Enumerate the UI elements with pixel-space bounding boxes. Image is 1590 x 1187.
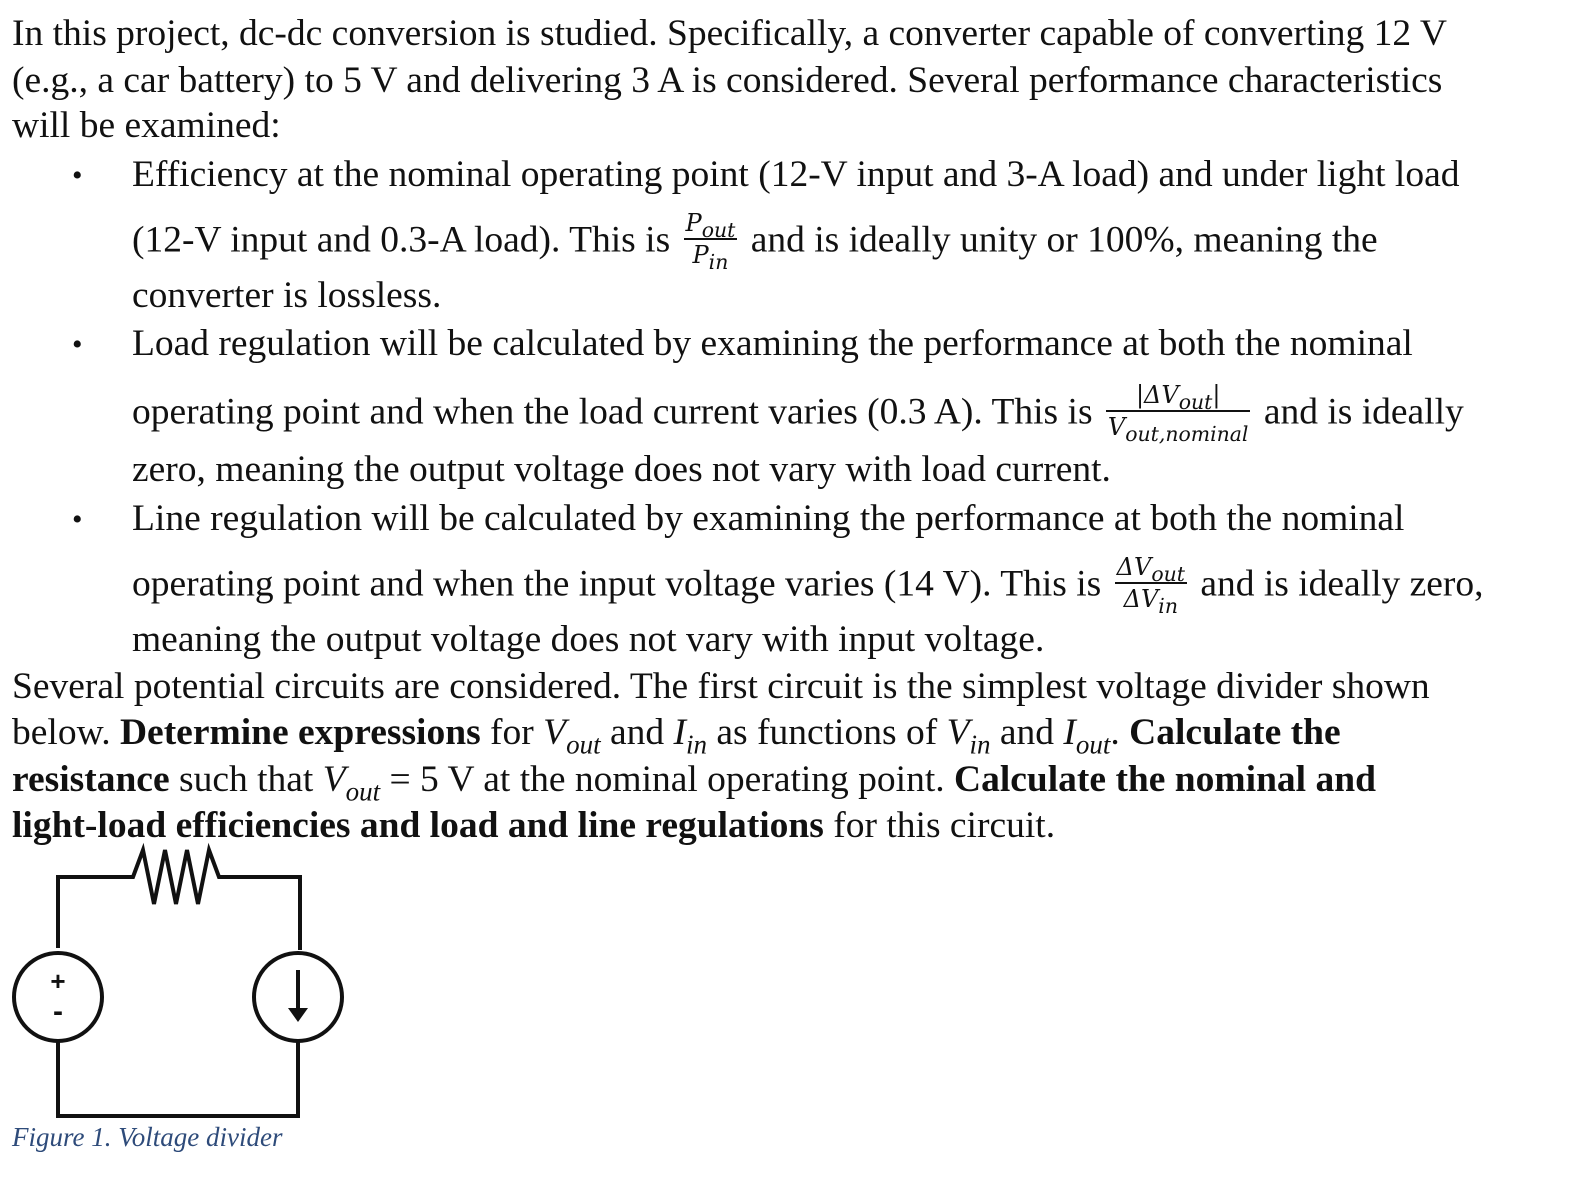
load-regulation-fraction: $\frac{|\Delta V_{out}|}{V_{out,nominal}}$	[1107, 381, 1249, 447]
bullet-3-line-2: operating point and when the input voltage varies (14 V). This is $\frac{\Delta V_{out}}{\Delta V_{in}}$ and is ideally zero,	[132, 553, 1484, 619]
bullet-marker-1: •	[72, 159, 83, 192]
para2-line-1: Several potential circuits are considered. The first circuit is the simplest voltage divider shown	[12, 666, 1430, 707]
line-regulation-fraction: $\frac{\Delta V_{out}}{\Delta V_{in}}$	[1116, 553, 1185, 619]
efficiency-fraction: $\frac{P_{out}}{P_{in}}$	[685, 209, 736, 275]
bullet-1-line-3: converter is lossless.	[132, 275, 442, 316]
plus-sign: +	[50, 966, 66, 996]
bullet-1-line-2: (12-V input and 0.3-A load). This is $\frac{P_{out}}{P_{in}}$ and is ideally unity or 100%, meaning the	[132, 209, 1378, 275]
resistor-wire	[58, 850, 300, 950]
bullet-3-line-3: meaning the output voltage does not vary with input voltage.	[132, 619, 1045, 660]
bullet-2-line-2: operating point and when the load current varies (0.3 A). This is $\frac{|\Delta V_{out}|}{V_{out,nominal}}$ and is ideally	[132, 381, 1464, 447]
bullet-3-line-1: Line regulation will be calculated by examining the performance at both the nominal	[132, 498, 1405, 539]
bullet-2-line-1: Load regulation will be calculated by examining the performance at both the nominal	[132, 323, 1413, 364]
para2-line-3: resistance such that $V_{out} = 5$ V at the nominal operating point. Calculate the nominal and	[12, 759, 1376, 807]
intro-line-2: (e.g., a car battery) to 5 V and delivering 3 A is considered. Several performance characteristics	[12, 60, 1443, 101]
bullet-1-line-1: Efficiency at the nominal operating point (12-V input and 3-A load) and under light load	[132, 154, 1460, 195]
arrow-head-icon	[288, 1008, 308, 1022]
bullet-2-line-3: zero, meaning the output voltage does not vary with load current.	[132, 449, 1111, 490]
intro-line-3: will be examined:	[12, 105, 281, 146]
voltage-divider-circuit	[8, 840, 368, 1125]
intro-line-1: In this project, dc-dc conversion is studied. Specifically, a converter capable of converting 12 V	[12, 13, 1447, 54]
bullet-marker-2: •	[72, 328, 83, 361]
para2-line-2: below. Determine expressions for $V_{out}$ and $I_{in}$ as functions of $V_{in}$ and $I_{out}$. Calculate the	[12, 712, 1341, 760]
minus-sign: -	[53, 995, 63, 1028]
para2-line-4: light-load efficiencies and load and line regulations for this circuit.	[12, 805, 1056, 846]
figure-caption: Figure 1. Voltage divider	[12, 1122, 283, 1152]
bottom-wire	[58, 1041, 298, 1116]
bullet-marker-3: •	[72, 503, 83, 536]
